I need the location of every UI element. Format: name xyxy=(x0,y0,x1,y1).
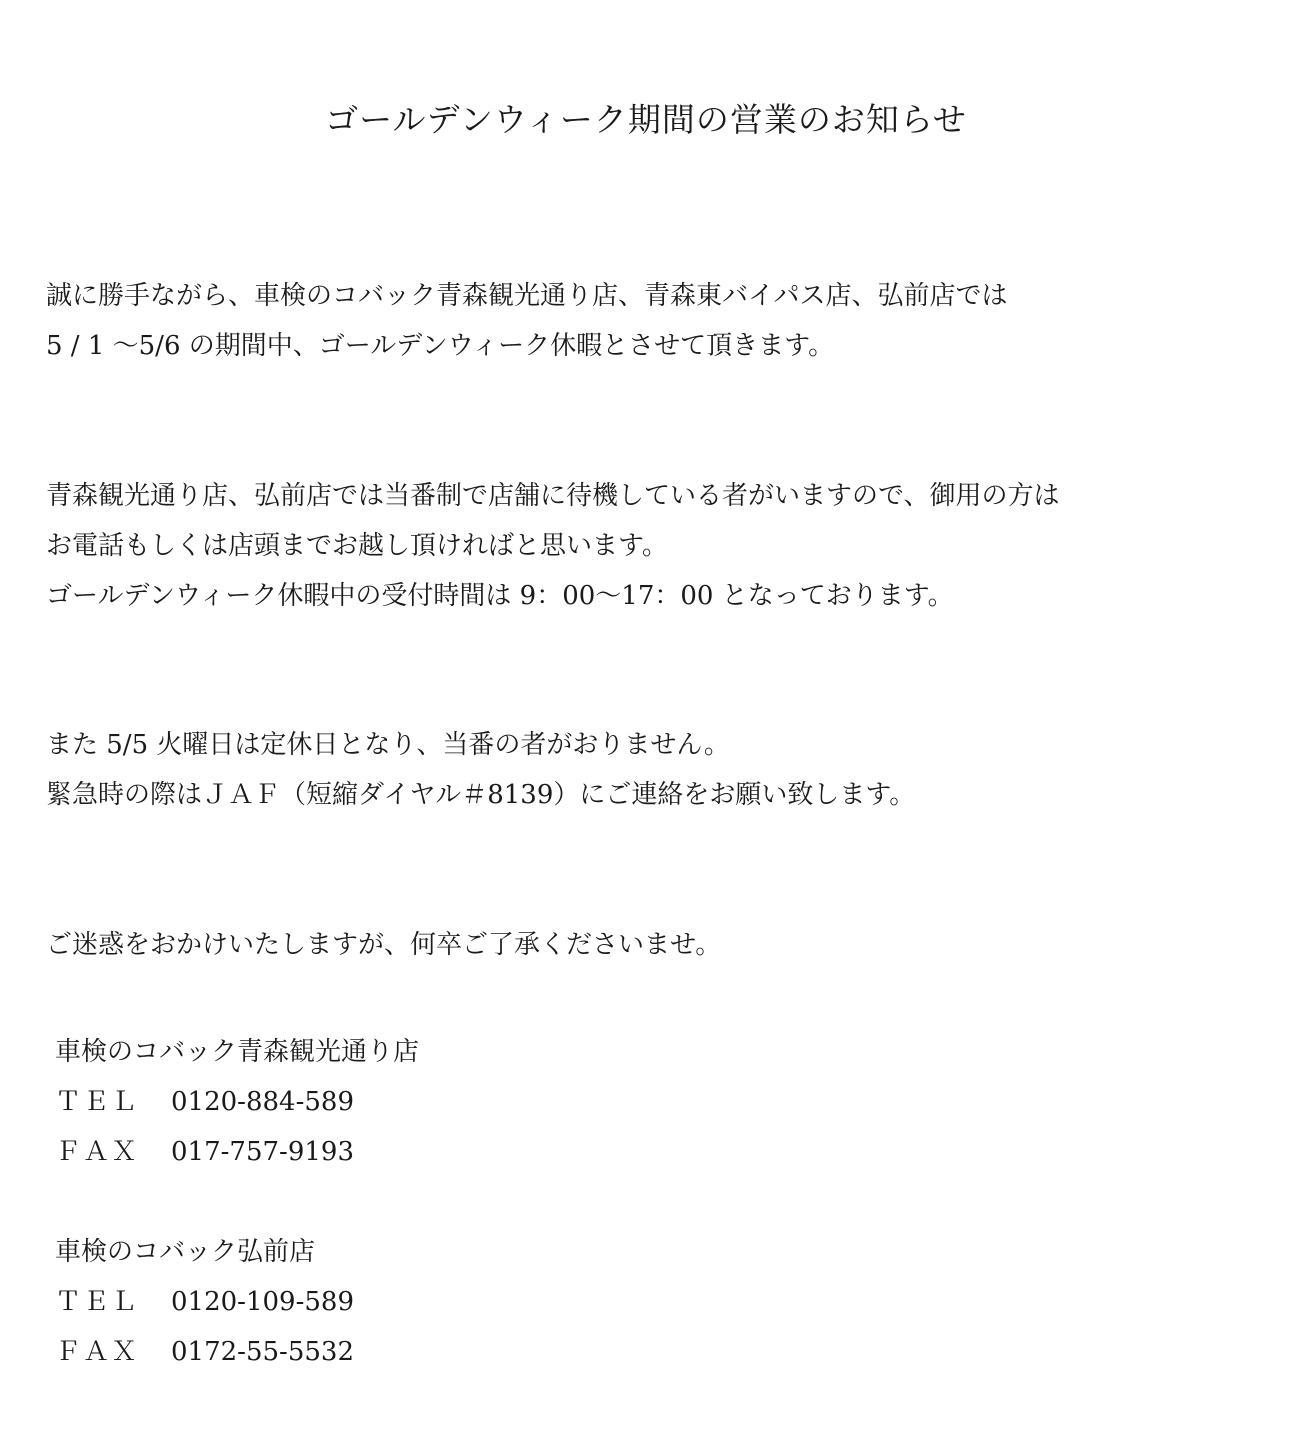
tel-label: ＴＥＬ xyxy=(55,1287,140,1317)
store-name: 車検のコバック弘前店 xyxy=(55,1237,316,1267)
tel-number[interactable]: 0120-109-589 xyxy=(171,1287,354,1317)
paragraph-line: ゴールデンウィーク休暇中の受付時間は 9：00～17：00 となっております。 xyxy=(46,581,954,611)
page-title: ゴールデンウィーク期間の営業のお知らせ xyxy=(325,100,967,139)
paragraph-duty-staff xyxy=(46,471,1266,621)
store-contact-aomori xyxy=(55,1027,419,1177)
paragraph-line: 青森観光通り店、弘前店では当番制で店舗に待機している者がいますので、御用の方は xyxy=(46,481,1060,511)
paragraph-line: また 5/5 火曜日は定休日となり、当番の者がおりません。 xyxy=(46,730,730,760)
paragraph-apology xyxy=(46,920,1266,970)
tel-row xyxy=(55,1277,354,1327)
store-name: 車検のコバック青森観光通り店 xyxy=(55,1037,420,1067)
paragraph-emergency xyxy=(46,720,1266,820)
fax-label: ＦＡＸ xyxy=(55,1137,140,1167)
fax-label: ＦＡＸ xyxy=(55,1337,140,1367)
paragraph-line: 誠に勝手ながら、車検のコバック青森観光通り店、青森東バイパス店、弘前店では xyxy=(46,281,1008,311)
store-contact-hirosaki xyxy=(55,1227,354,1377)
paragraph-closure-notice xyxy=(46,271,1266,371)
paragraph-line: 5 / 1 ～5/6 の期間中、ゴールデンウィーク休暇とさせて頂きます。 xyxy=(46,331,835,361)
fax-number: 0172-55-5532 xyxy=(171,1337,354,1367)
tel-label: ＴＥＬ xyxy=(55,1087,140,1117)
tel-row xyxy=(55,1077,419,1127)
paragraph-line: お電話もしくは店頭までお越し頂ければと思います。 xyxy=(46,531,668,561)
tel-number[interactable]: 0120-884-589 xyxy=(171,1087,354,1117)
fax-row xyxy=(55,1127,419,1177)
fax-number: 017-757-9193 xyxy=(171,1137,354,1167)
paragraph-line: ご迷惑をおかけいたしますが、何卒ご了承くださいませ。 xyxy=(46,930,722,960)
paragraph-line: 緊急時の際はＪＡＦ（短縮ダイヤル＃8139）にご連絡をお願い致します。 xyxy=(46,780,916,810)
fax-row xyxy=(55,1327,354,1377)
